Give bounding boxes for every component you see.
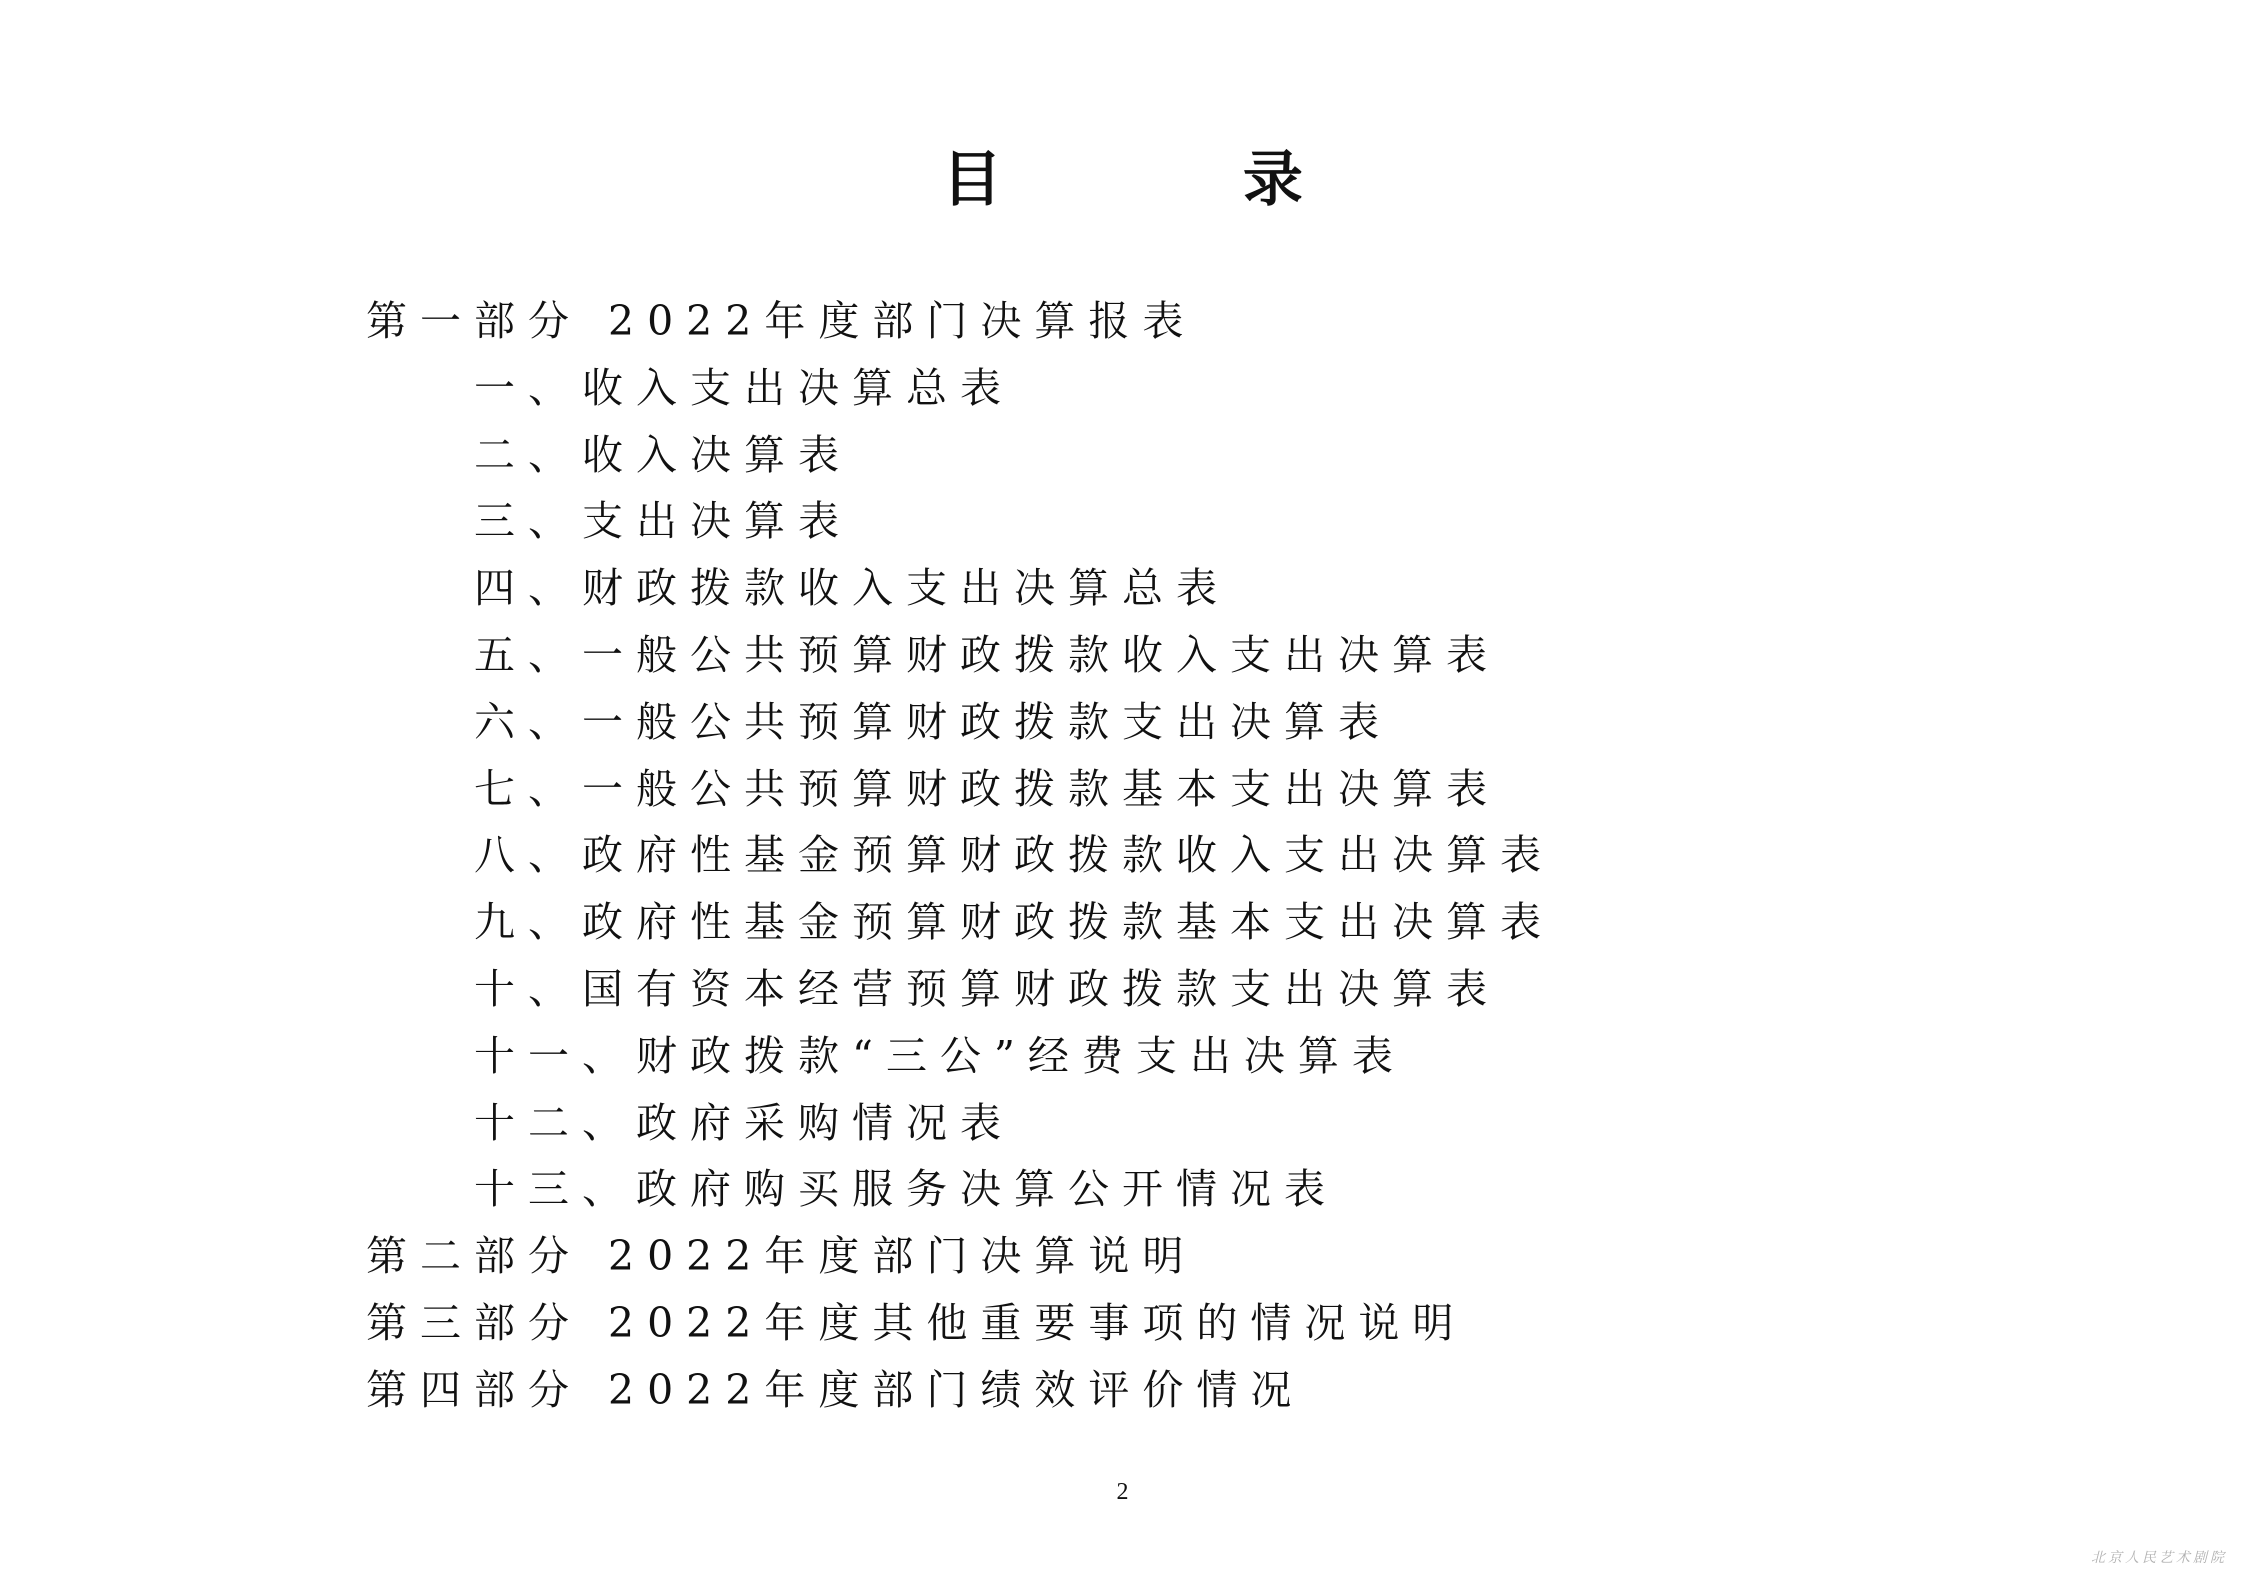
toc-part-label: 第三部分 bbox=[366, 1298, 582, 1347]
toc-part-label: 第一部分 bbox=[366, 297, 582, 345]
toc-item: 六、一般公共预算财政拨款支出决算表 bbox=[474, 697, 1392, 746]
toc-item: 一、收入支出决算总表 bbox=[474, 363, 1014, 412]
toc-item: 七、一般公共预算财政拨款基本支出决算表 bbox=[474, 764, 1500, 813]
toc-part-title: 2022年度部门绩效评价情况 bbox=[608, 1365, 1305, 1414]
toc-item: 十二、政府采购情况表 bbox=[474, 1098, 1014, 1147]
toc-item: 十、国有资本经营预算财政拨款支出决算表 bbox=[474, 964, 1500, 1013]
toc-item: 三、支出决算表 bbox=[474, 497, 852, 546]
toc-item: 八、政府性基金预算财政拨款收入支出决算表 bbox=[474, 831, 1554, 880]
toc-part-title: 2022年度部门决算说明 bbox=[608, 1232, 1197, 1281]
toc-item: 十一、财政拨款“三公”经费支出决算表 bbox=[474, 1031, 1406, 1080]
toc-part-4 bbox=[366, 1357, 2066, 1424]
toc-item: 二、收入决算表 bbox=[474, 430, 852, 479]
table-of-contents bbox=[366, 288, 2066, 1424]
toc-item: 十三、政府购买服务决算公开情况表 bbox=[474, 1165, 1338, 1214]
toc-part-2 bbox=[366, 1223, 2066, 1290]
toc-item: 五、一般公共预算财政拨款收入支出决算表 bbox=[474, 630, 1500, 679]
page-number: 2 bbox=[1116, 1479, 1129, 1505]
toc-part-label: 第二部分 bbox=[366, 1232, 582, 1281]
toc-item: 九、政府性基金预算财政拨款基本支出决算表 bbox=[474, 898, 1554, 947]
toc-item: 四、财政拨款收入支出决算总表 bbox=[474, 564, 1230, 613]
toc-part-title: 2022年度其他重要事项的情况说明 bbox=[608, 1298, 1467, 1347]
toc-part-1 bbox=[366, 288, 2066, 355]
toc-part-3 bbox=[366, 1290, 2066, 1357]
page-title: 目 录 bbox=[942, 145, 1413, 215]
watermark: 北京人民艺术剧院 bbox=[2091, 1550, 2227, 1566]
toc-part-title: 2022年度部门决算报表 bbox=[608, 297, 1197, 345]
toc-part-label: 第四部分 bbox=[366, 1365, 582, 1414]
